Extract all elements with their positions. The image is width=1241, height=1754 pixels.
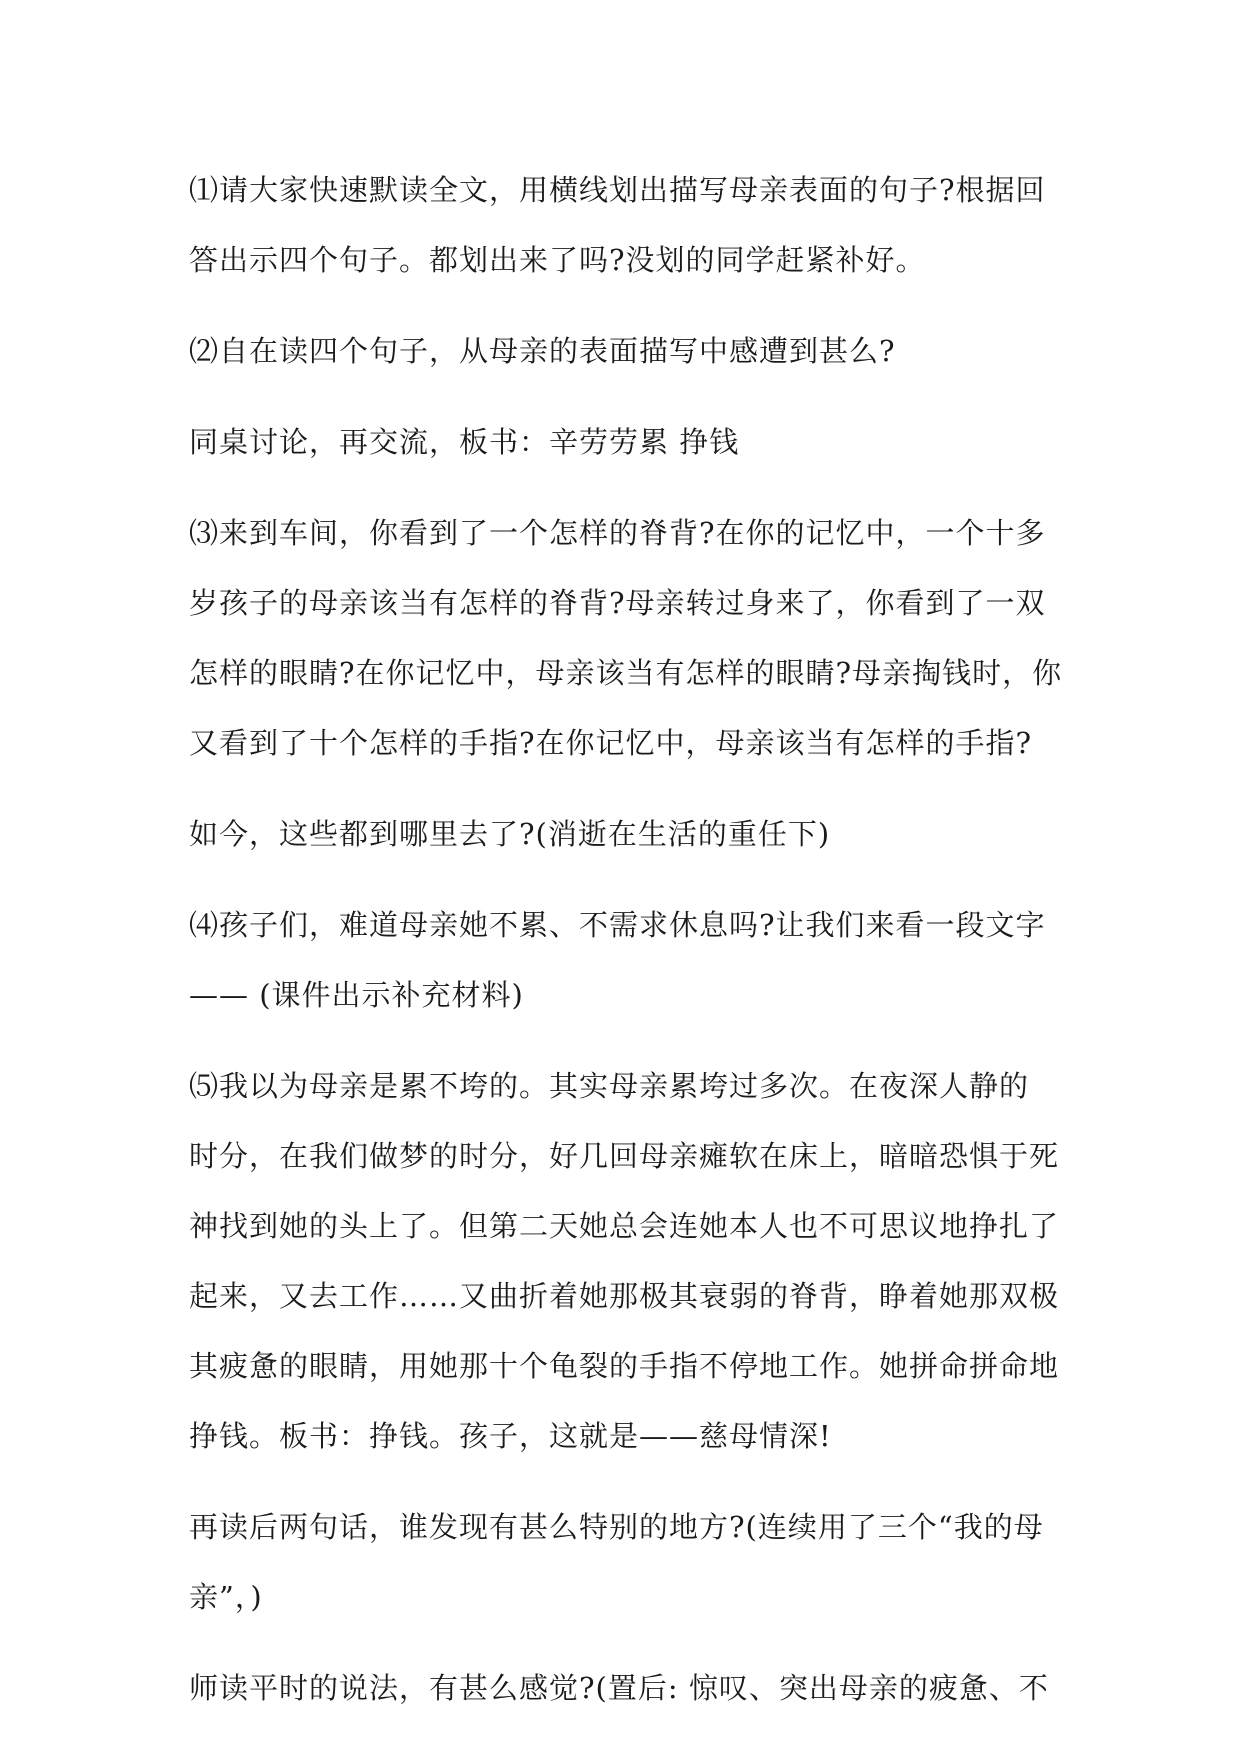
text-line: 岁孩子的母亲该当有怎样的脊背?母亲转过身来了，你看到了一双 xyxy=(189,586,1046,620)
text-line: 挣钱。板书：挣钱。孩子，这就是——慈母情深! xyxy=(189,1419,832,1453)
paragraph-3 xyxy=(189,407,1049,477)
text-line: 如今，这些都到哪里去了?(消逝在生活的重任下) xyxy=(189,817,831,851)
text-line: ⑵自在读四个句子，从母亲的表面描写中感遭到甚么? xyxy=(189,334,896,368)
text-line: 其疲惫的眼睛，用她那十个龟裂的手指不停地工作。她拼命拼命地 xyxy=(189,1349,1060,1383)
text-line: 怎样的眼睛?在你记忆中，母亲该当有怎样的眼睛?母亲掏钱时，你 xyxy=(189,656,1063,690)
text-line: 再读后两句话，谁发现有甚么特别的地方?(连续用了三个“我的母 xyxy=(189,1510,1044,1544)
text-line: 亲”，) xyxy=(189,1580,263,1614)
text-line: ⑴请大家快速默读全文，用横线划出描写母亲表面的句子?根据回 xyxy=(189,173,1046,207)
text-line: 师读平时的说法，有甚么感觉?(置后: 惊叹、突出母亲的疲惫、不 xyxy=(189,1671,1049,1705)
text-line: 答出示四个句子。都划出来了吗?没划的同学赶紧补好。 xyxy=(189,243,926,277)
paragraph-6 xyxy=(189,890,1049,1030)
text-line: 时分，在我们做梦的时分，好几回母亲瘫软在床上，暗暗恐惧于死 xyxy=(189,1139,1060,1173)
text-line: 同桌讨论，再交流，板书：辛劳劳累 挣钱 xyxy=(189,425,740,459)
paragraph-2 xyxy=(189,316,1049,386)
paragraph-1 xyxy=(189,155,1049,295)
text-line: 又看到了十个怎样的手指?在你记忆中，母亲该当有怎样的手指? xyxy=(189,726,1033,760)
text-line: ⑶来到车间，你看到了一个怎样的脊背?在你的记忆中，一个十多 xyxy=(189,516,1046,550)
text-line: 神找到她的头上了。但第二天她总会连她本人也不可思议地挣扎了 xyxy=(189,1209,1060,1243)
paragraph-5 xyxy=(189,799,1049,869)
paragraph-8 xyxy=(189,1492,1049,1632)
text-line: ⑷孩子们，难道母亲她不累、不需求休息吗?让我们来看一段文字 xyxy=(189,908,1046,942)
text-line: 起来，又去工作……又曲折着她那极其衰弱的脊背，睁着她那双极 xyxy=(189,1279,1060,1313)
paragraph-4 xyxy=(189,498,1063,778)
paragraph-9 xyxy=(189,1653,1049,1723)
text-line: —— (课件出示补充材料) xyxy=(189,978,524,1012)
document-body xyxy=(189,155,1063,1744)
paragraph-7 xyxy=(189,1051,1060,1471)
text-line: ⑸我以为母亲是累不垮的。其实母亲累垮过多次。在夜深人静的 xyxy=(189,1069,1030,1103)
